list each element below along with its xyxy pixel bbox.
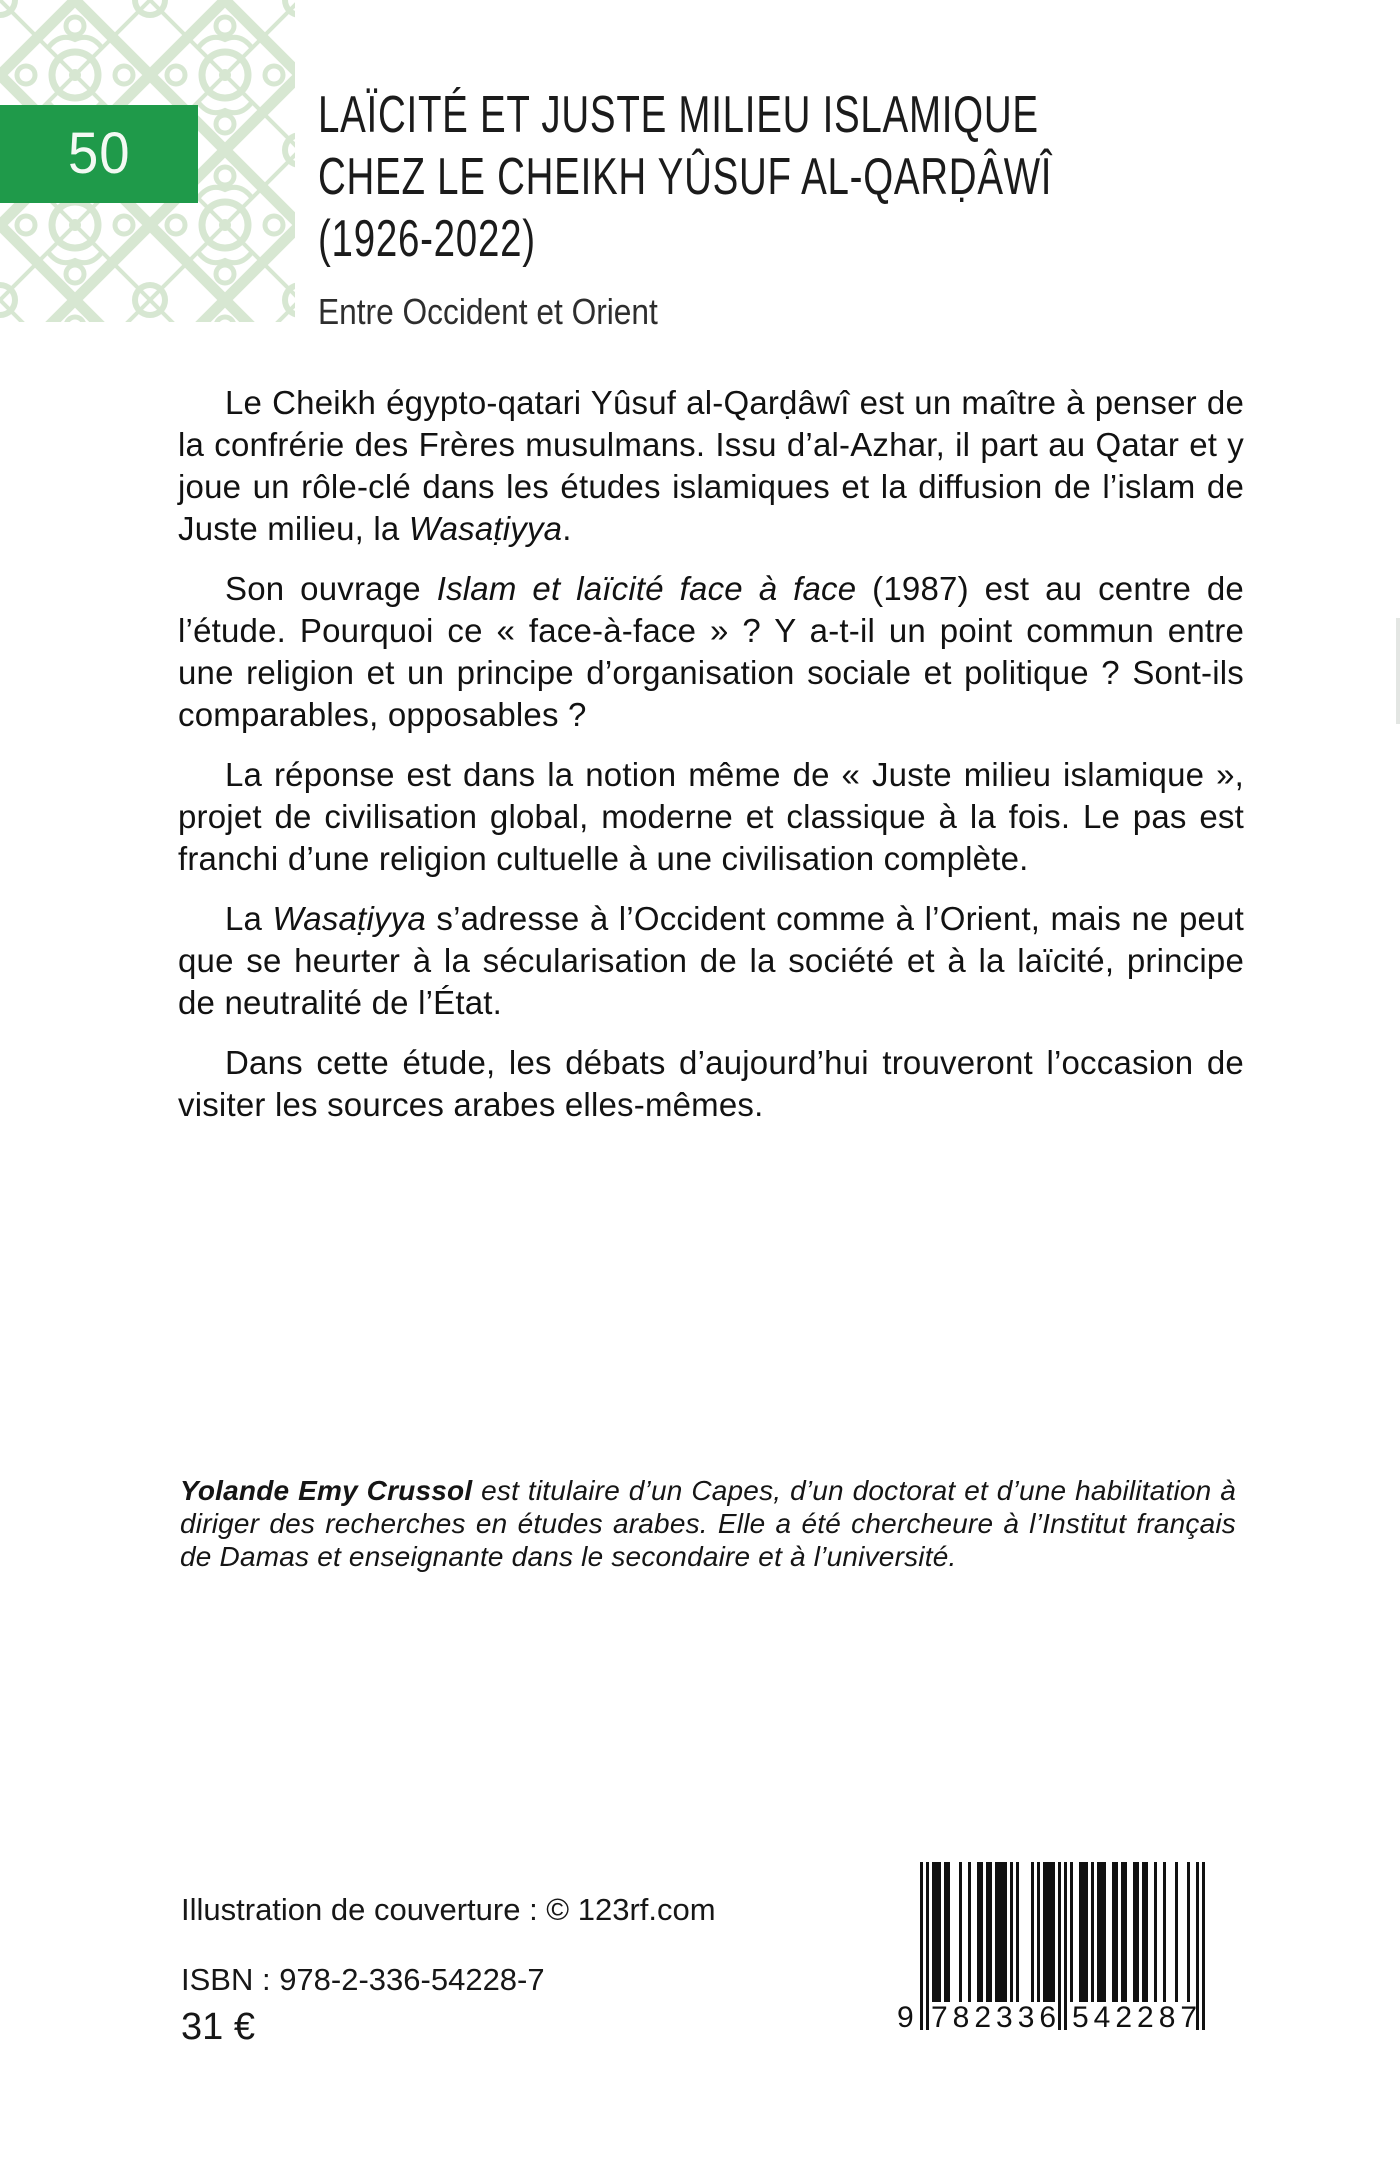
author-bio <box>180 1474 1236 1573</box>
series-number: 50 <box>67 121 131 186</box>
synopsis-paragraph: Dans cette étude, les débats d’aujourd’hui trouveront l’occasion de visiter les sources arabes elles-mêmes. <box>178 1044 1244 1123</box>
credits-block <box>181 1892 716 2048</box>
book-title-line-1: LAÏCITÉ ET JUSTE MILIEU ISLAMIQUE <box>318 86 1039 144</box>
barcode-digits-right: 542287 <box>1072 2001 1203 2034</box>
author-bio-text: Yolande Emy Crussol est titulaire d’un Capes, d’un doctorat et d’une habilitation à diriger des recherches en études arabes. Elle a été chercheure à l’Institut français de Damas et enseignante dans le secondaire et à l’université. <box>180 1475 1237 1572</box>
scan-edge-artifact <box>1396 618 1400 724</box>
ean13-barcode <box>897 1862 1205 2062</box>
synopsis-paragraph: La Wasaṭiyya s’adresse à l’Occident comme à l’Orient, mais ne peut que se heurter à la sécularisation de la société et à la laïcité, principe de neutralité de l’État. <box>178 900 1244 1021</box>
arabesque-pattern <box>0 0 295 322</box>
series-number-badge <box>0 105 198 203</box>
book-title-line-3: (1926-2022) <box>318 210 536 268</box>
synopsis-paragraph: Le Cheikh égypto-qatari Yûsuf al-Qarḍâwî est un maître à penser de la confrérie des Frères musulmans. Issu d’al-Azhar, il part au Qatar et y joue un rôle-clé dans les études islamiques et la diffusion de l’islam de Juste milieu, la Wasaṭiyya. <box>178 384 1244 547</box>
title-block <box>318 84 1310 332</box>
book-subtitle: Entre Occident et Orient <box>318 291 658 332</box>
synopsis-paragraph: Son ouvrage Islam et laïcité face à face (1987) est au centre de l’étude. Pourquoi ce « face-à-face » ? Y a-t-il un point commun entre une religion et un principe d’organisation sociale et politique ? Sont-ils comparables, opposables ? <box>178 570 1244 733</box>
barcode-digits-left: 782336 <box>931 2001 1062 2034</box>
cover-illustration-credit: Illustration de couverture : © 123rf.com <box>181 1892 716 1927</box>
price: 31 € <box>181 2006 255 2048</box>
book-title-line-2: CHEZ LE CHEIKH YÛSUF AL-QARḌÂWÎ <box>318 148 1053 206</box>
isbn-line: ISBN : 978-2-336-54228-7 <box>181 1962 545 1997</box>
synopsis <box>178 382 1244 1144</box>
synopsis-paragraph: La réponse est dans la notion même de « Juste milieu islamique », projet de civilisation global, moderne et classique à la fois. Le pas est franchi d’une religion cultuelle à une civilisation complète. <box>178 756 1244 877</box>
barcode-digit-lead: 9 <box>897 2001 914 2034</box>
